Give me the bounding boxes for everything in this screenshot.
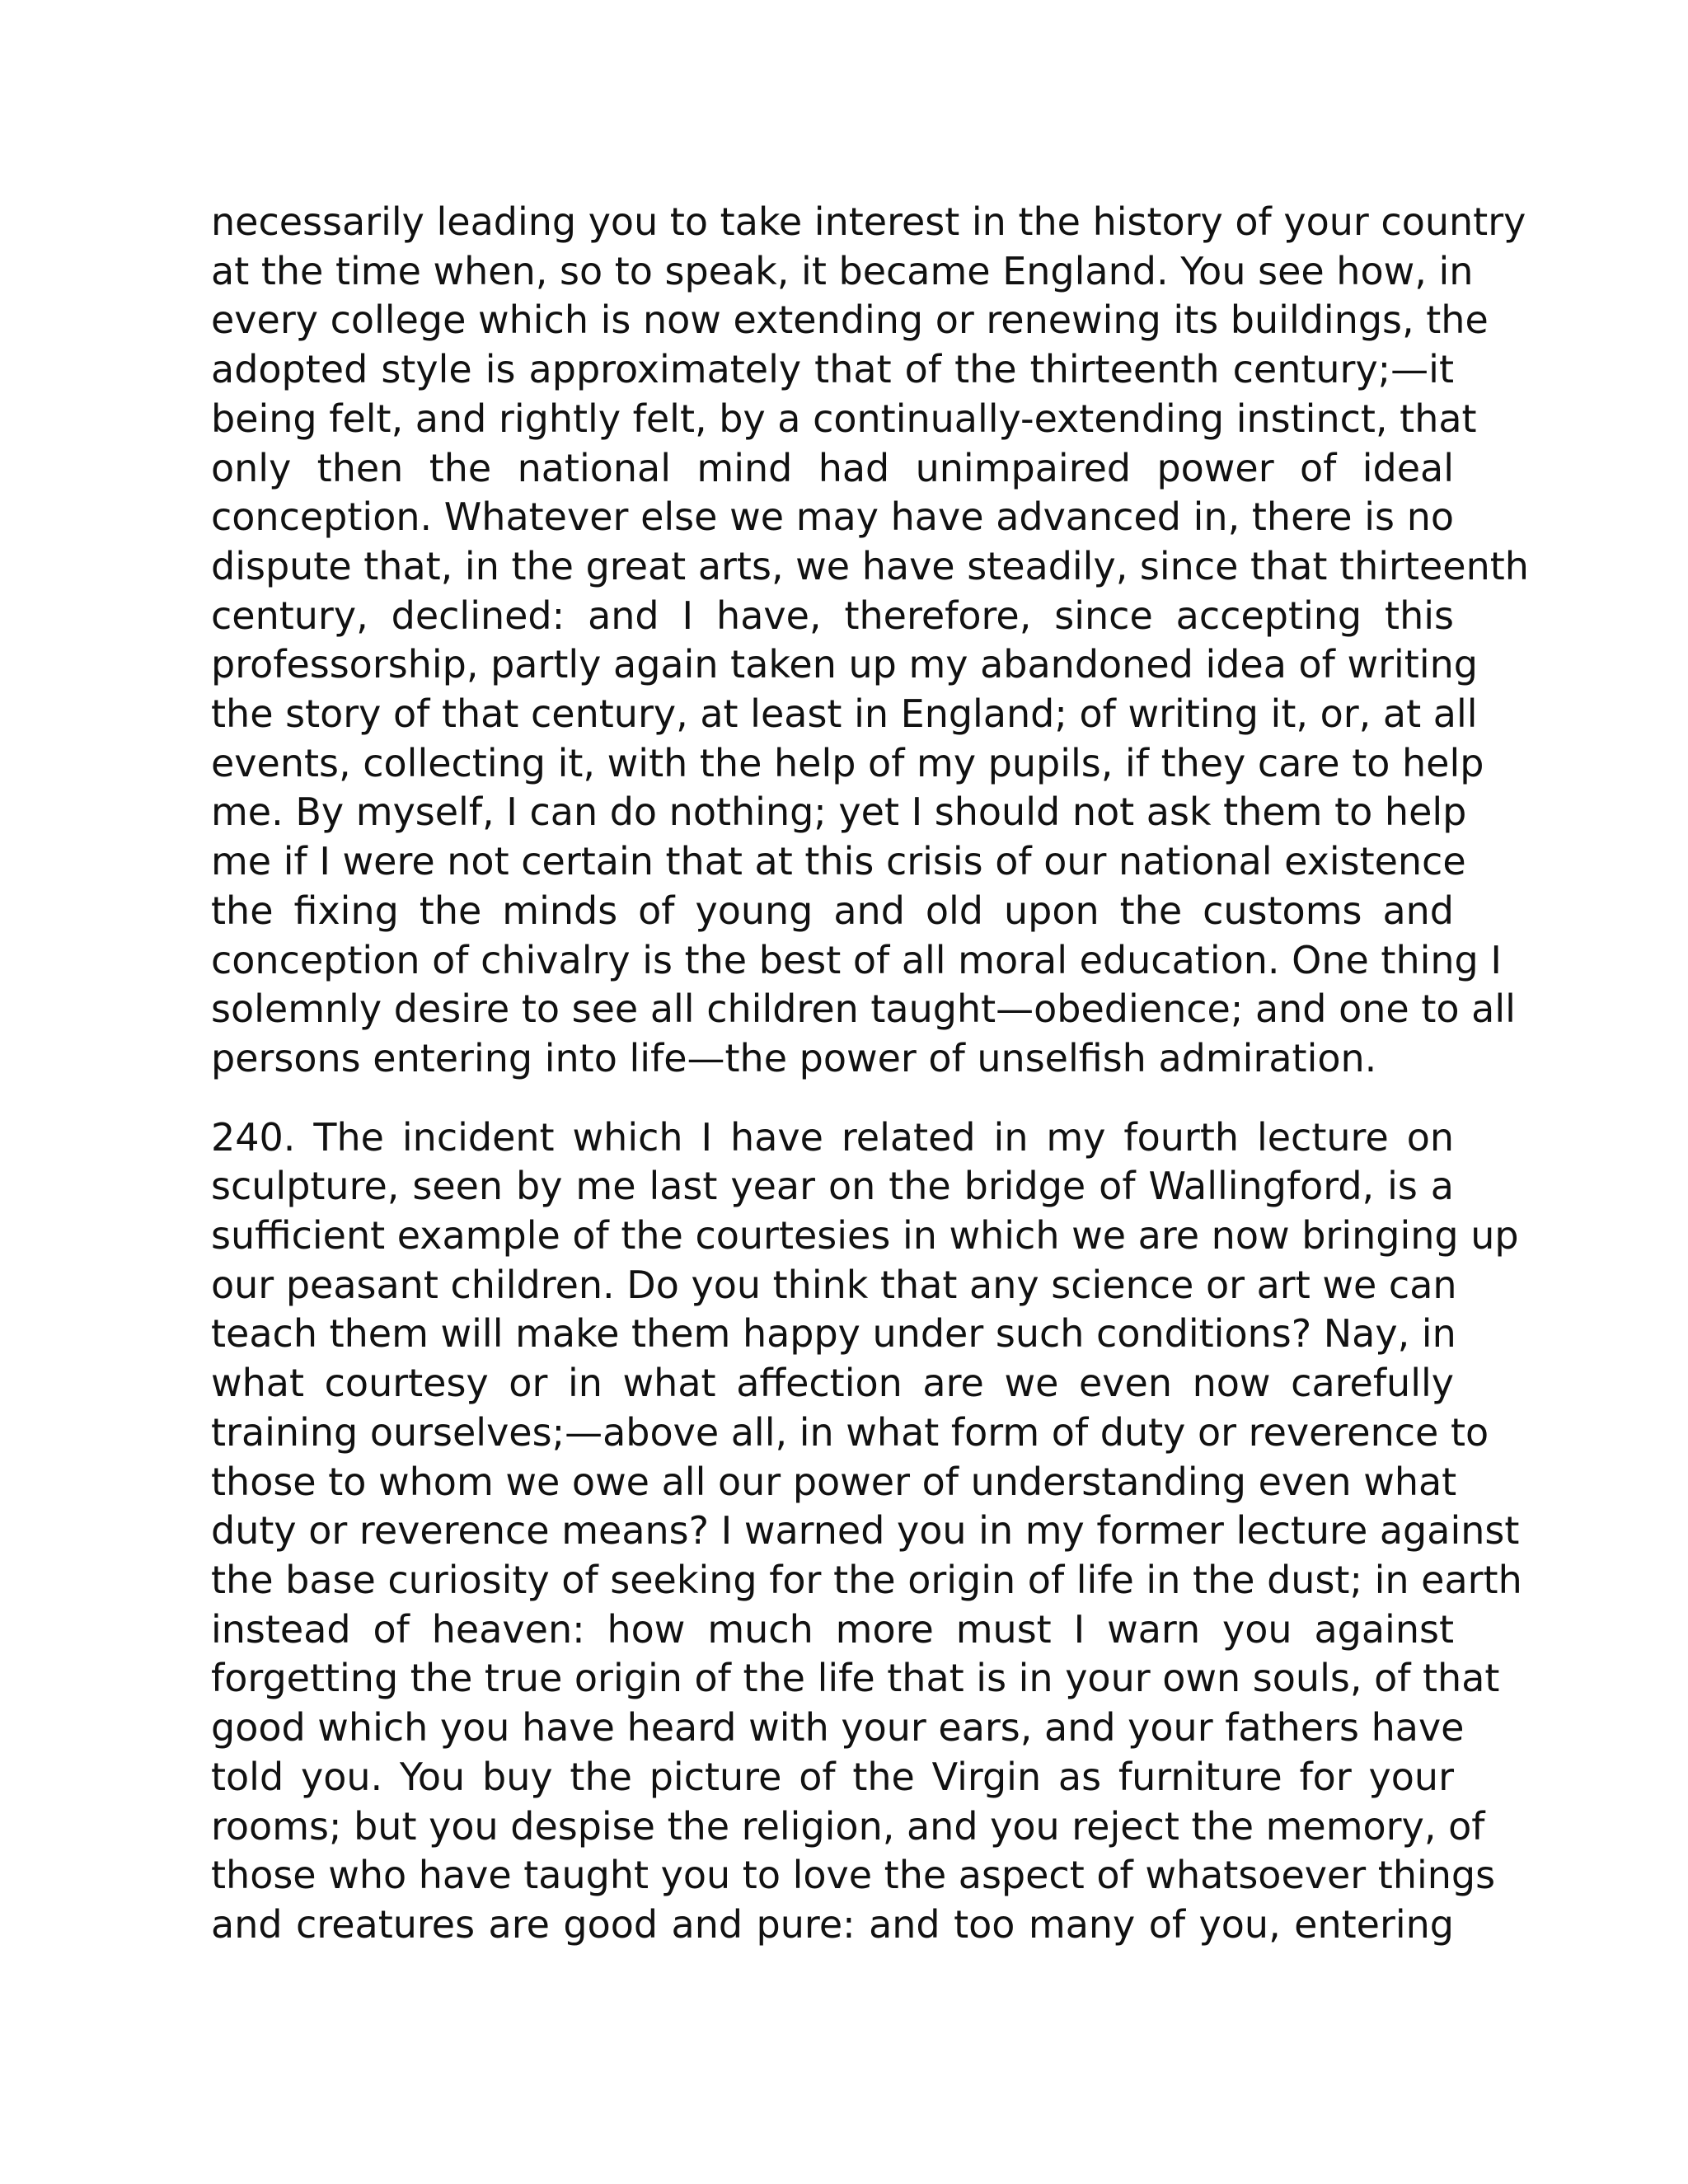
text-line: professorship, partly again taken up my abandoned idea of writing [211,642,1478,687]
text-line: conception. Whatever else we may have advanced in, there is no [211,494,1454,540]
text-line: told you. You buy the picture of the Virgin as furniture for your [211,1754,1454,1799]
text-line: conception of chivalry is the best of all moral education. One thing I [211,937,1502,982]
text-line: those who have taught you to love the aspect of whatsoever things [211,1853,1496,1898]
text-line: our peasant children. Do you think that any science or art we can [211,1262,1457,1307]
text-line: dispute that, in the great arts, we have steadily, since that thirteenth [211,543,1529,588]
text-line: necessarily leading you to take interest in the history of your country [211,199,1526,244]
text-line: sufficient example of the courtesies in which we are now bringing up [211,1213,1519,1258]
text-line: events, collecting it, with the help of my pupils, if they care to help [211,740,1484,785]
text-line: the story of that century, at least in England; of writing it, or, at all [211,691,1478,737]
text-line: training ourselves;—above all, in what form of duty or reverence to [211,1409,1489,1455]
text-line: teach them will make them happy under such conditions? Nay, in [211,1311,1456,1357]
text-line: adopted style is approximately that of the thirteenth century;—it [211,347,1454,392]
text-line: solemnly desire to see all children taught—obedience; and one to all [211,987,1516,1032]
paragraph-1 [211,198,1529,1084]
text-line: the fixing the minds of young and old upon the customs and [211,888,1454,933]
text-line: what courtesy or in what affection are we even now carefully [211,1361,1454,1406]
text-line: and creatures are good and pure: and too many of you, entering [211,1901,1454,1947]
text-line: only then the national mind had unimpaired power of ideal [211,445,1454,490]
text-line: being felt, and rightly felt, by a continually-extending instinct, that [211,396,1477,441]
text-line: at the time when, so to speak, it became England. You see how, in [211,248,1474,293]
document-page [211,198,1529,1950]
text-line: me if I were not certain that at this crisis of our national existence [211,839,1466,884]
text-line: century, declined: and I have, therefore, since accepting this [211,593,1454,638]
text-line: the base curiosity of seeking for the origin of life in the dust; in earth [211,1557,1522,1602]
text-line: those to whom we owe all our power of understanding even what [211,1459,1457,1504]
text-line: sculpture, seen by me last year on the bridge of Wallingford, is a [211,1164,1454,1209]
text-line: duty or reverence means? I warned you in my former lecture against [211,1508,1520,1554]
text-line: good which you have heard with your ears, and your fathers have [211,1705,1465,1750]
text-line: every college which is now extending or renewing its buildings, the [211,298,1489,343]
text-line: instead of heaven: how much more must I warn you against [211,1606,1454,1652]
text-line: persons entering into life—the power of unselfish admiration. [211,1035,1377,1080]
text-line: me. By myself, I can do nothing; yet I should not ask them to help [211,790,1467,835]
text-line: forgetting the true origin of the life that is in your own souls, of that [211,1656,1500,1701]
text-line: 240. The incident which I have related in my fourth lecture on [211,1114,1454,1160]
paragraph-240 [211,1113,1522,1950]
text-line: rooms; but you despise the religion, and you reject the memory, of [211,1803,1485,1849]
